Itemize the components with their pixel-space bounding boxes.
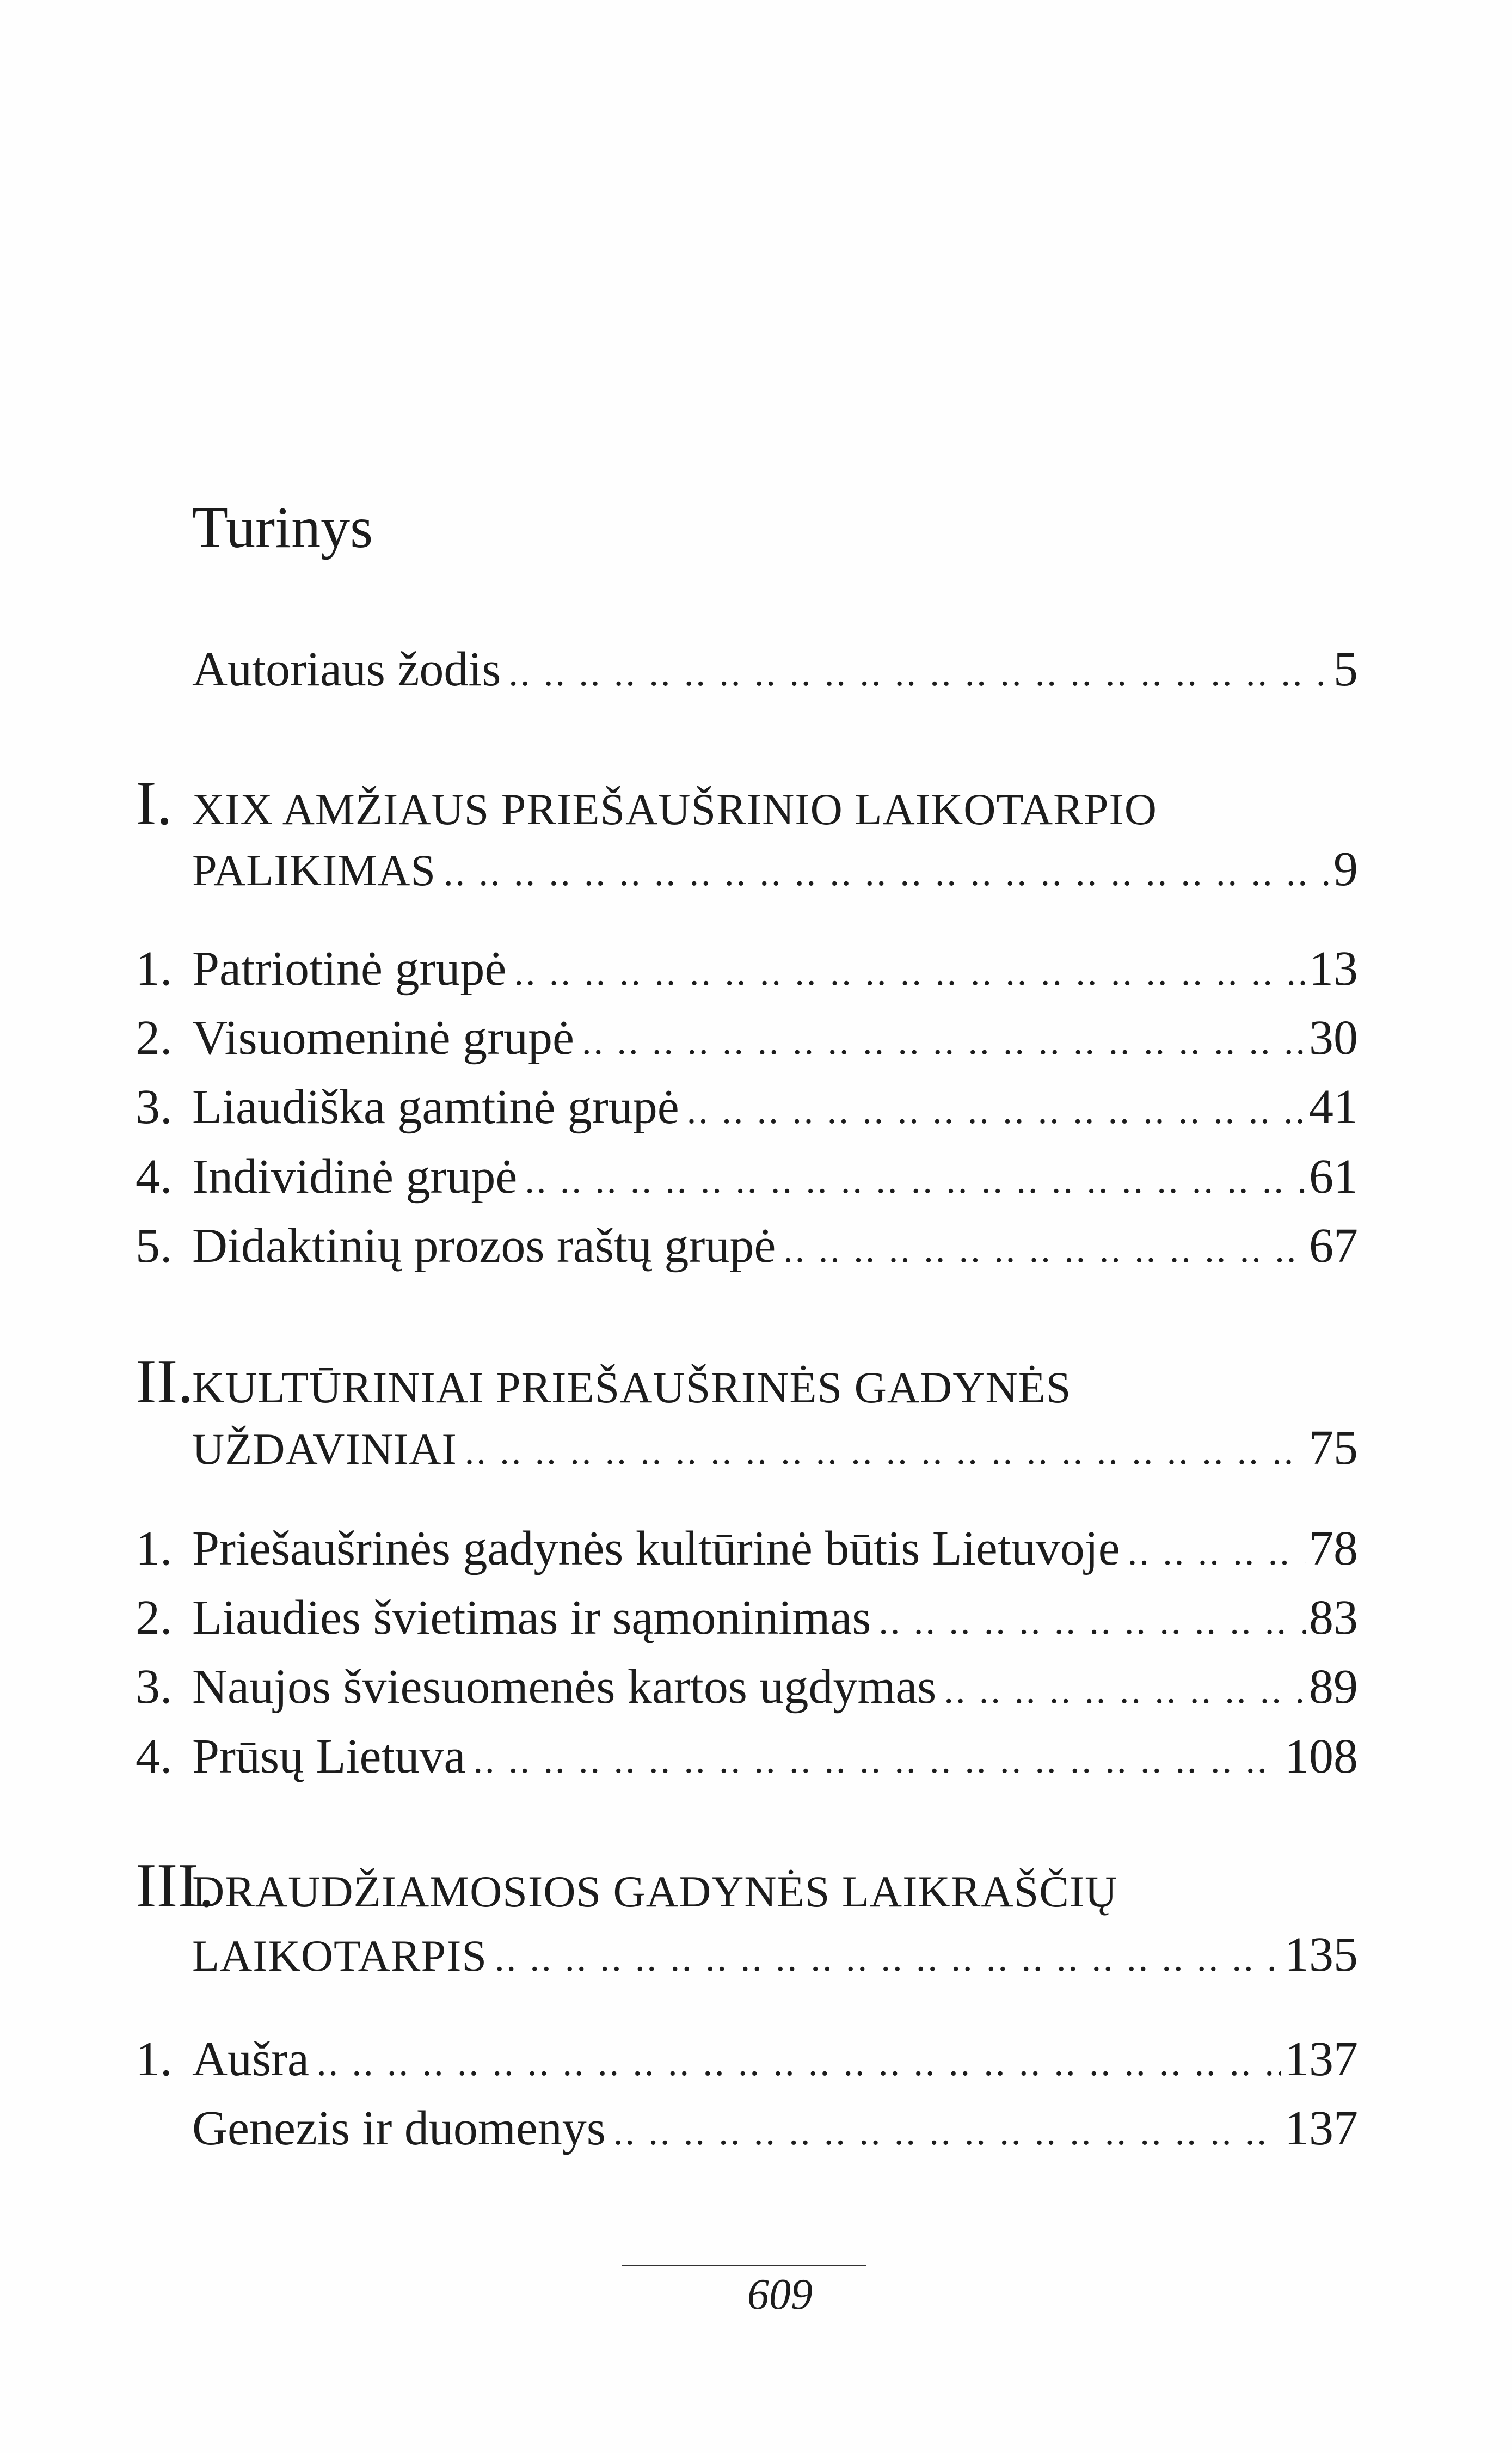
part-title: LAIKOTARPIS xyxy=(192,1931,487,1980)
toc-entry xyxy=(136,936,1358,1002)
entry-page: 30 xyxy=(1309,1011,1358,1065)
entry-number: 1. xyxy=(136,2032,173,2086)
toc-entry xyxy=(136,1144,1358,1210)
part-numeral: I. xyxy=(136,769,173,838)
entry-label: Prūsų Lietuva xyxy=(192,1730,466,1783)
entry-page: 67 xyxy=(1309,1219,1358,1273)
toc-entry xyxy=(136,1005,1358,1071)
page-number: 609 xyxy=(747,2271,813,2319)
dot-leader xyxy=(613,2100,1281,2165)
toc-entry xyxy=(136,1516,1358,1581)
entry-number: 1. xyxy=(136,942,173,996)
part-title: DRAUDŽIAMOSIOS GADYNĖS LAIKRAŠČIŲ xyxy=(192,1867,1118,1916)
entry-number: 4. xyxy=(136,1150,173,1204)
toc-entry xyxy=(136,1585,1358,1651)
part-heading-3-cont xyxy=(136,1922,1358,1988)
toc-entry xyxy=(136,1213,1358,1279)
part-heading-2 xyxy=(136,1349,1358,1414)
entry-page: 89 xyxy=(1309,1660,1358,1714)
page-title: Turinys xyxy=(192,495,373,560)
toc-entry xyxy=(136,2096,1358,2161)
dot-leader xyxy=(508,641,1330,706)
entry-page: 61 xyxy=(1309,1150,1358,1204)
part-heading-1 xyxy=(136,771,1358,836)
dot-leader xyxy=(444,841,1330,906)
entry-page: 108 xyxy=(1284,1730,1358,1783)
dot-leader xyxy=(1128,1520,1306,1585)
dot-leader xyxy=(514,940,1306,1005)
part-numeral: III. xyxy=(136,1851,214,1921)
part-heading-1-cont xyxy=(136,837,1358,902)
dot-leader xyxy=(473,1728,1281,1793)
dot-leader xyxy=(317,2031,1281,2096)
dot-leader xyxy=(465,1419,1306,1485)
part-title: KULTŪRINIAI PRIEŠAUŠRINĖS GADYNĖS xyxy=(192,1363,1072,1412)
entry-label: Patriotinė grupė xyxy=(192,942,507,996)
entry-page: 135 xyxy=(1284,1928,1358,1982)
part-title: XIX AMŽIAUS PRIEŠAUŠRINIO LAIKOTARPIO xyxy=(192,784,1157,834)
entry-page: 137 xyxy=(1284,2032,1358,2086)
entry-page: 13 xyxy=(1309,942,1358,996)
entry-page: 41 xyxy=(1309,1080,1358,1134)
entry-label: Liaudiška gamtinė grupė xyxy=(192,1080,679,1134)
entry-number: 1. xyxy=(136,1522,173,1575)
entry-number: 4. xyxy=(136,1730,173,1783)
entry-label: Autoriaus žodis xyxy=(192,642,501,696)
entry-label: Liaudies švietimas ir sąmoninimas xyxy=(192,1591,871,1645)
entry-page: 137 xyxy=(1284,2101,1358,2155)
entry-page: 78 xyxy=(1309,1522,1358,1575)
dot-leader xyxy=(944,1658,1306,1724)
toc-entry xyxy=(136,1075,1358,1140)
part-numeral: II. xyxy=(136,1347,194,1416)
toc-entry-foreword xyxy=(136,637,1358,702)
entry-page: 75 xyxy=(1309,1421,1358,1475)
toc-entry xyxy=(136,1724,1358,1789)
entry-number: 2. xyxy=(136,1591,173,1645)
entry-number: 2. xyxy=(136,1011,173,1065)
toc-entry xyxy=(136,2027,1358,2092)
part-title: PALIKIMAS xyxy=(192,845,436,895)
dot-leader xyxy=(495,1926,1281,1991)
entry-page: 9 xyxy=(1333,842,1358,896)
part-heading-3 xyxy=(136,1851,1358,1921)
part-title: UŽDAVINIAI xyxy=(192,1424,457,1474)
dot-leader xyxy=(783,1217,1306,1283)
entry-label: Naujos šviesuomenės kartos ugdymas xyxy=(192,1660,937,1714)
entry-page: 5 xyxy=(1333,642,1358,696)
entry-label: Visuomeninė grupė xyxy=(192,1011,574,1065)
entry-label: Priešaušrinės gadynės kultūrinė būtis Lietuvoje xyxy=(192,1522,1120,1575)
dot-leader xyxy=(687,1078,1306,1144)
entry-label: Didaktinių prozos raštų grupė xyxy=(192,1219,776,1273)
entry-number: 3. xyxy=(136,1080,173,1134)
dot-leader xyxy=(525,1148,1306,1213)
dot-leader xyxy=(878,1589,1306,1654)
dot-leader xyxy=(582,1009,1306,1075)
toc-entry xyxy=(136,1654,1358,1720)
part-heading-2-cont xyxy=(136,1415,1358,1481)
entry-number: 3. xyxy=(136,1660,173,1714)
entry-page: 83 xyxy=(1309,1591,1358,1645)
entry-label: Individinė grupė xyxy=(192,1150,518,1204)
entry-label: Aušra xyxy=(192,2032,309,2086)
entry-label: Genezis ir duomenys xyxy=(192,2101,606,2155)
entry-number: 5. xyxy=(136,1219,173,1273)
